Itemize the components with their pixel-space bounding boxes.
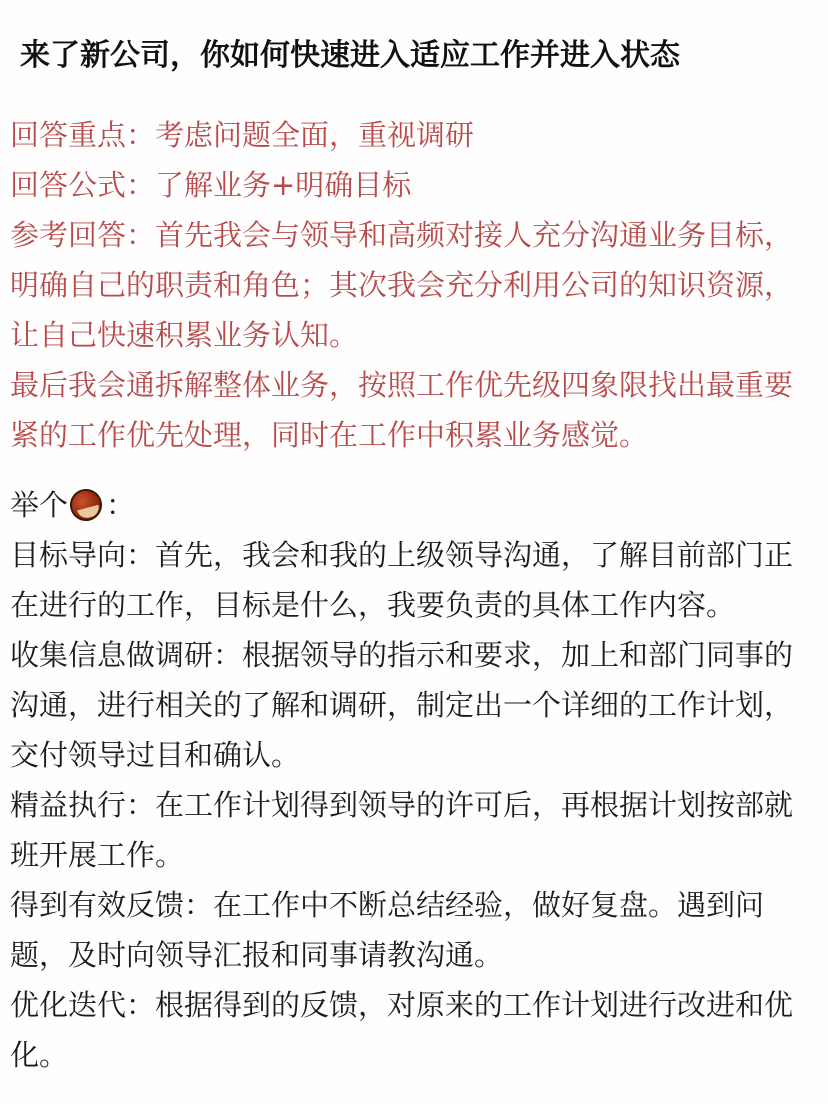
example-heading (10, 480, 818, 530)
answer-section (10, 110, 818, 460)
example-item-goal-oriented: 目标导向：首先，我会和我的上级领导沟通，了解目前部门正在进行的工作，目标是什么，我要负责的具体工作内容。 (10, 538, 794, 622)
example-item-iteration: 优化迭代：根据得到的反馈，对原来的工作计划进行改进和优化。 (10, 988, 794, 1072)
answer-reference-paragraph-2: 最后我会通拆解整体业务，按照工作优先级四象限找出最重要紧的工作优先处理，同时在工作中积累业务感觉。 (10, 368, 794, 452)
page-title: 来了新公司，你如何快速进入适应工作并进入状态 (20, 38, 680, 73)
answer-formula: 回答公式：了解业务+明确目标 (10, 168, 412, 202)
example-section (10, 480, 818, 1080)
answer-reference-paragraph-1: 参考回答：首先我会与领导和高频对接人充分沟通业务目标，明确自己的职责和角色；其次我会充分利用公司的知识资源，让自己快速积累业务认知。 (10, 218, 794, 352)
example-item-feedback: 得到有效反馈：在工作中不断总结经验，做好复盘。遇到问题，及时向领导汇报和同事请教沟通。 (10, 888, 765, 972)
answer-key-points: 回答重点：考虑问题全面，重视调研 (10, 118, 475, 152)
example-item-lean-execution: 精益执行：在工作计划得到领导的许可后，再根据计划按部就班开展工作。 (10, 788, 794, 872)
example-label-suffix: ： (106, 488, 136, 522)
example-item-research: 收集信息做调研：根据领导的指示和要求，加上和部门同事的沟通，进行相关的了解和调研，制定出一个详细的工作计划，交付领导过目和确认。 (10, 638, 794, 772)
chestnut-icon (66, 485, 105, 524)
example-label-prefix: 举个 (10, 488, 69, 522)
